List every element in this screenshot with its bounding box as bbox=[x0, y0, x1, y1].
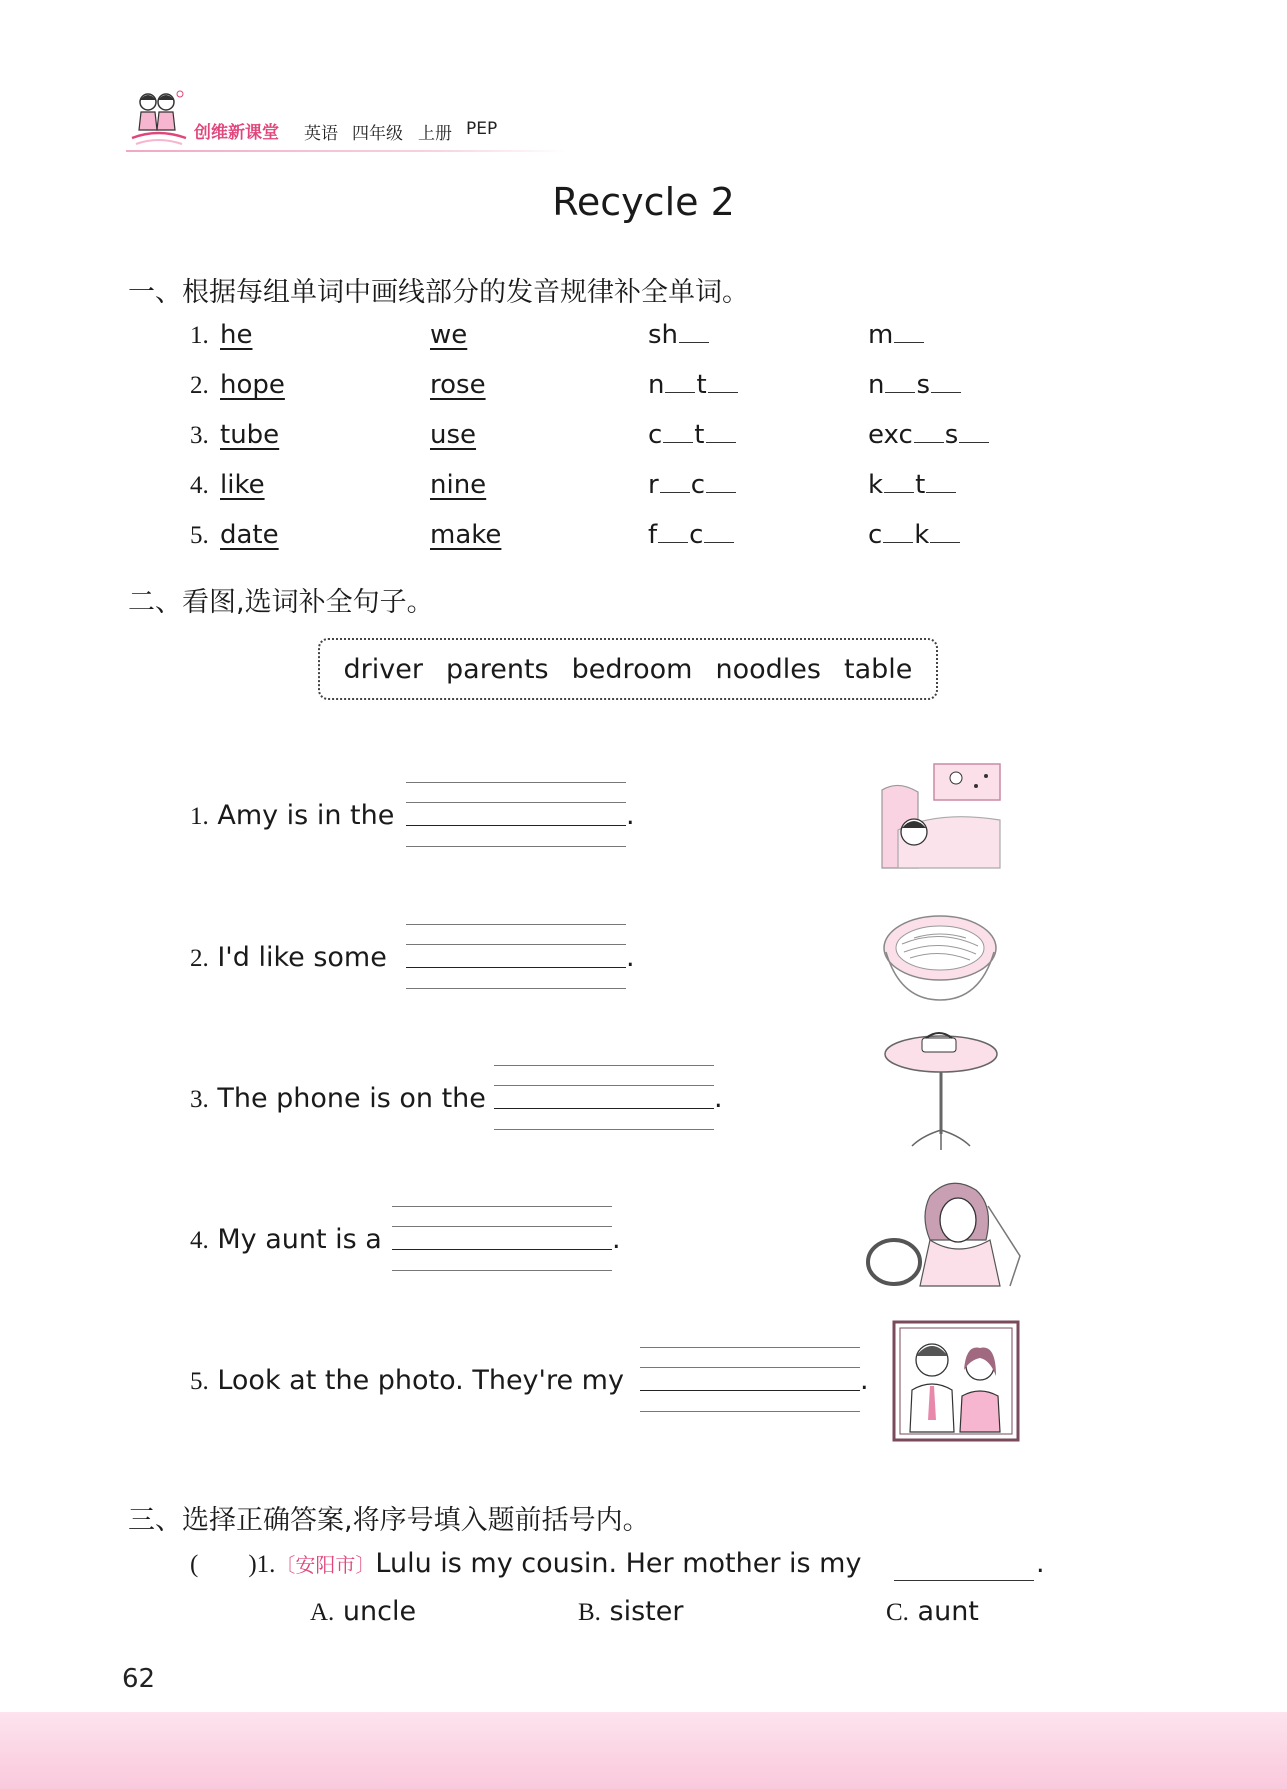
header-edition: PEP bbox=[466, 119, 498, 139]
kids-logo-icon bbox=[128, 88, 190, 150]
fill-blank[interactable] bbox=[708, 370, 738, 393]
section1-heading: 一、根据每组单词中画线部分的发音规律补全单词。 bbox=[128, 277, 749, 308]
source-tag: 〔安阳市〕 bbox=[275, 1553, 376, 1577]
fill-blank[interactable] bbox=[665, 370, 695, 393]
answer-paren[interactable]: ( ) bbox=[190, 1551, 257, 1578]
fill-blank[interactable] bbox=[658, 520, 688, 543]
word-bank bbox=[318, 638, 938, 700]
sentence-3: 3. The phone is on the bbox=[190, 1083, 486, 1114]
section3-heading: 三、选择正确答案,将序号填入题前括号内。 bbox=[128, 1505, 650, 1536]
writing-lines[interactable] bbox=[640, 1347, 860, 1411]
brand-name: 创维新课堂 bbox=[194, 123, 279, 143]
bedroom-picture-icon bbox=[878, 760, 1002, 872]
footer-band bbox=[0, 1712, 1287, 1789]
page-number: 62 bbox=[122, 1664, 156, 1694]
fill-blank[interactable] bbox=[914, 420, 944, 443]
sentence-2: 2. I'd like some bbox=[190, 942, 387, 973]
driver-aunt-icon bbox=[860, 1176, 1022, 1294]
writing-lines[interactable] bbox=[406, 924, 626, 988]
fill-blank[interactable] bbox=[704, 520, 734, 543]
fill-blank[interactable] bbox=[660, 470, 690, 493]
fill-blank[interactable] bbox=[931, 370, 961, 393]
word-bank-item: table bbox=[844, 653, 913, 685]
fill-blank[interactable] bbox=[884, 470, 914, 493]
family-photo-icon bbox=[892, 1320, 1020, 1442]
option-b[interactable]: B. sister bbox=[578, 1596, 684, 1627]
header-subject: 英语 bbox=[304, 124, 338, 144]
fill-blank[interactable] bbox=[883, 520, 913, 543]
fill-blank[interactable] bbox=[926, 470, 956, 493]
question-1: ( )1.〔安阳市〕Lulu is my cousin. Her mother is my bbox=[190, 1548, 862, 1579]
writing-lines[interactable] bbox=[392, 1206, 612, 1270]
fill-blank[interactable] bbox=[663, 420, 693, 443]
page-title: Recycle 2 bbox=[552, 180, 735, 224]
option-c[interactable]: C. aunt bbox=[886, 1596, 979, 1627]
option-a[interactable]: A. uncle bbox=[310, 1596, 417, 1627]
header-divider bbox=[126, 150, 566, 152]
writing-lines[interactable] bbox=[406, 782, 626, 846]
fill-blank[interactable] bbox=[930, 520, 960, 543]
sentence-4: 4. My aunt is a bbox=[190, 1224, 382, 1255]
word-bank-item: parents bbox=[446, 653, 549, 685]
writing-lines[interactable] bbox=[494, 1065, 714, 1129]
header-grade: 四年级 bbox=[352, 124, 403, 144]
noodles-bowl-icon bbox=[880, 908, 1000, 1004]
fill-blank[interactable] bbox=[959, 420, 989, 443]
header-volume: 上册 bbox=[418, 124, 452, 144]
word-bank-item: driver bbox=[343, 653, 423, 685]
word-bank-item: noodles bbox=[715, 653, 821, 685]
fill-blank[interactable] bbox=[894, 320, 924, 343]
fill-blank[interactable] bbox=[706, 420, 736, 443]
sentence-1: 1. Amy is in the bbox=[190, 800, 395, 831]
word-bank-item: bedroom bbox=[571, 653, 693, 685]
section2-heading: 二、看图,选词补全句子。 bbox=[128, 587, 434, 618]
fill-blank[interactable] bbox=[679, 320, 709, 343]
table-phone-icon bbox=[882, 1030, 1000, 1152]
answer-blank[interactable] bbox=[894, 1580, 1034, 1581]
sentence-5: 5. Look at the photo. They're my bbox=[190, 1365, 624, 1396]
fill-blank[interactable] bbox=[706, 470, 736, 493]
fill-blank[interactable] bbox=[885, 370, 915, 393]
